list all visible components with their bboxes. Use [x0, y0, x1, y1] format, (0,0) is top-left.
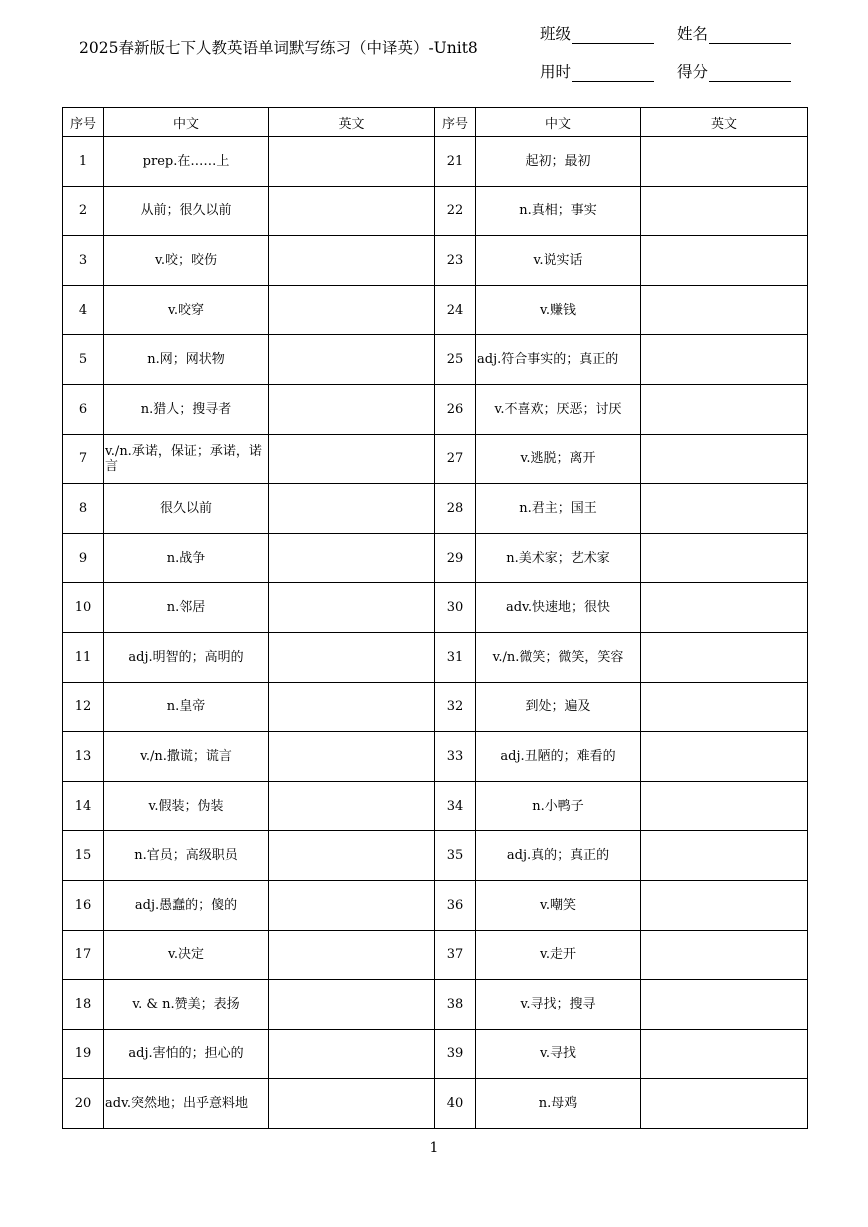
- row-number-left: 13: [63, 732, 104, 782]
- table-row: [63, 583, 808, 633]
- score-label: 得分: [677, 63, 709, 81]
- chinese-term-left: n.邻居: [104, 583, 269, 633]
- row-number-left: 4: [63, 285, 104, 335]
- english-answer-left[interactable]: [269, 980, 435, 1030]
- header-english-left: 英文: [269, 108, 435, 137]
- table-row: [63, 236, 808, 286]
- chinese-term-right: 到处；遍及: [476, 682, 641, 732]
- header-english-right: 英文: [641, 108, 808, 137]
- english-answer-right[interactable]: [641, 384, 808, 434]
- chinese-term-right: adj.符合事实的；真正的: [476, 335, 641, 385]
- english-answer-left[interactable]: [269, 434, 435, 484]
- row-number-left: 9: [63, 533, 104, 583]
- row-number-left: 7: [63, 434, 104, 484]
- table-row: [63, 335, 808, 385]
- chinese-term-right: v.寻找；搜寻: [476, 980, 641, 1030]
- worksheet-title: 2025春新版七下人教英语单词默写练习（中译英）-Unit8: [79, 39, 478, 57]
- table-row: [63, 781, 808, 831]
- english-answer-left[interactable]: [269, 484, 435, 534]
- row-number-right: 40: [435, 1079, 476, 1129]
- header-chinese-right: 中文: [476, 108, 641, 137]
- chinese-term-right: v.赚钱: [476, 285, 641, 335]
- chinese-term-left: n.网；网状物: [104, 335, 269, 385]
- english-answer-left[interactable]: [269, 583, 435, 633]
- row-number-right: 22: [435, 186, 476, 236]
- chinese-term-right: v.寻找: [476, 1029, 641, 1079]
- row-number-left: 19: [63, 1029, 104, 1079]
- row-number-right: 33: [435, 732, 476, 782]
- table-header-row: [63, 108, 808, 137]
- chinese-term-left: prep.在……上: [104, 137, 269, 187]
- row-number-left: 6: [63, 384, 104, 434]
- english-answer-right[interactable]: [641, 930, 808, 980]
- chinese-term-left: v.咬；咬伤: [104, 236, 269, 286]
- english-answer-left[interactable]: [269, 1079, 435, 1129]
- chinese-term-left: n.战争: [104, 533, 269, 583]
- english-answer-right[interactable]: [641, 484, 808, 534]
- page-number: 1: [429, 1140, 439, 1156]
- score-blank[interactable]: [709, 67, 791, 82]
- chinese-term-left: v. & n.赞美；表扬: [104, 980, 269, 1030]
- table-row: [63, 434, 808, 484]
- english-answer-left[interactable]: [269, 781, 435, 831]
- chinese-term-left: v./n.撒谎；谎言: [104, 732, 269, 782]
- table-row: [63, 1079, 808, 1129]
- header-number-right: 序号: [435, 108, 476, 137]
- chinese-term-left: v./n.承诺，保证；承诺，诺言: [104, 434, 269, 484]
- row-number-left: 15: [63, 831, 104, 881]
- row-number-left: 12: [63, 682, 104, 732]
- row-number-left: 1: [63, 137, 104, 187]
- chinese-term-right: n.小鸭子: [476, 781, 641, 831]
- english-answer-right[interactable]: [641, 980, 808, 1030]
- english-answer-left[interactable]: [269, 1029, 435, 1079]
- english-answer-left[interactable]: [269, 930, 435, 980]
- english-answer-left[interactable]: [269, 384, 435, 434]
- row-number-left: 11: [63, 632, 104, 682]
- row-number-left: 2: [63, 186, 104, 236]
- english-answer-right[interactable]: [641, 434, 808, 484]
- row-number-right: 39: [435, 1029, 476, 1079]
- row-number-right: 26: [435, 384, 476, 434]
- english-answer-right[interactable]: [641, 682, 808, 732]
- row-number-left: 18: [63, 980, 104, 1030]
- table-row: [63, 682, 808, 732]
- row-number-right: 37: [435, 930, 476, 980]
- english-answer-left[interactable]: [269, 632, 435, 682]
- chinese-term-left: n.官员；高级职员: [104, 831, 269, 881]
- chinese-term-right: v.逃脱；离开: [476, 434, 641, 484]
- table-row: [63, 384, 808, 434]
- chinese-term-right: v.说实话: [476, 236, 641, 286]
- row-number-right: 28: [435, 484, 476, 534]
- vocabulary-table: [62, 107, 808, 1129]
- chinese-term-right: v.走开: [476, 930, 641, 980]
- english-answer-right[interactable]: [641, 533, 808, 583]
- time-blank[interactable]: [572, 67, 654, 82]
- class-blank[interactable]: [572, 29, 654, 44]
- chinese-term-left: adj.愚蠢的；傻的: [104, 880, 269, 930]
- class-field: [540, 22, 654, 44]
- row-number-right: 21: [435, 137, 476, 187]
- english-answer-right[interactable]: [641, 236, 808, 286]
- english-answer-right[interactable]: [641, 285, 808, 335]
- english-answer-right[interactable]: [641, 583, 808, 633]
- chinese-term-right: adv.快速地；很快: [476, 583, 641, 633]
- row-number-right: 34: [435, 781, 476, 831]
- row-number-right: 27: [435, 434, 476, 484]
- chinese-term-left: 从前；很久以前: [104, 186, 269, 236]
- english-answer-right[interactable]: [641, 880, 808, 930]
- chinese-term-left: adv.突然地；出乎意料地: [104, 1079, 269, 1129]
- chinese-term-right: 起初；最初: [476, 137, 641, 187]
- english-answer-right[interactable]: [641, 335, 808, 385]
- chinese-term-left: v.咬穿: [104, 285, 269, 335]
- row-number-left: 5: [63, 335, 104, 385]
- english-answer-right[interactable]: [641, 137, 808, 187]
- row-number-right: 36: [435, 880, 476, 930]
- row-number-left: 8: [63, 484, 104, 534]
- row-number-right: 38: [435, 980, 476, 1030]
- english-answer-left[interactable]: [269, 236, 435, 286]
- row-number-left: 17: [63, 930, 104, 980]
- chinese-term-right: v.不喜欢；厌恶；讨厌: [476, 384, 641, 434]
- table-row: [63, 880, 808, 930]
- chinese-term-left: 很久以前: [104, 484, 269, 534]
- english-answer-right[interactable]: [641, 632, 808, 682]
- english-answer-left[interactable]: [269, 880, 435, 930]
- row-number-right: 23: [435, 236, 476, 286]
- chinese-term-left: v.决定: [104, 930, 269, 980]
- chinese-term-left: v.假装；伪装: [104, 781, 269, 831]
- english-answer-right[interactable]: [641, 732, 808, 782]
- class-label: 班级: [540, 25, 572, 43]
- chinese-term-right: n.美术家；艺术家: [476, 533, 641, 583]
- table-row: [63, 285, 808, 335]
- english-answer-left[interactable]: [269, 682, 435, 732]
- name-field: [677, 22, 791, 44]
- english-answer-left[interactable]: [269, 533, 435, 583]
- row-number-left: 14: [63, 781, 104, 831]
- table-row: [63, 980, 808, 1030]
- chinese-term-left: n.皇帝: [104, 682, 269, 732]
- english-answer-left[interactable]: [269, 137, 435, 187]
- chinese-term-right: n.君主；国王: [476, 484, 641, 534]
- name-label: 姓名: [677, 25, 709, 43]
- time-label: 用时: [540, 63, 572, 81]
- chinese-term-left: n.猎人；搜寻者: [104, 384, 269, 434]
- row-number-right: 35: [435, 831, 476, 881]
- table-row: [63, 1029, 808, 1079]
- table-row: [63, 930, 808, 980]
- row-number-left: 20: [63, 1079, 104, 1129]
- english-answer-left[interactable]: [269, 831, 435, 881]
- row-number-right: 32: [435, 682, 476, 732]
- table-row: [63, 632, 808, 682]
- chinese-term-right: n.母鸡: [476, 1079, 641, 1129]
- chinese-term-right: adj.真的；真正的: [476, 831, 641, 881]
- chinese-term-right: v./n.微笑；微笑，笑容: [476, 632, 641, 682]
- row-number-right: 25: [435, 335, 476, 385]
- row-number-left: 16: [63, 880, 104, 930]
- english-answer-left[interactable]: [269, 335, 435, 385]
- english-answer-right[interactable]: [641, 1029, 808, 1079]
- english-answer-left[interactable]: [269, 285, 435, 335]
- header-number-left: 序号: [63, 108, 104, 137]
- english-answer-right[interactable]: [641, 781, 808, 831]
- header-chinese-left: 中文: [104, 108, 269, 137]
- time-field: [540, 60, 654, 82]
- table-row: [63, 484, 808, 534]
- english-answer-left[interactable]: [269, 732, 435, 782]
- name-blank[interactable]: [709, 29, 791, 44]
- english-answer-right[interactable]: [641, 1079, 808, 1129]
- score-field: [677, 60, 791, 82]
- english-answer-left[interactable]: [269, 186, 435, 236]
- english-answer-right[interactable]: [641, 186, 808, 236]
- row-number-right: 24: [435, 285, 476, 335]
- row-number-right: 29: [435, 533, 476, 583]
- row-number-right: 31: [435, 632, 476, 682]
- row-number-left: 10: [63, 583, 104, 633]
- chinese-term-right: adj.丑陋的；难看的: [476, 732, 641, 782]
- table-row: [63, 137, 808, 187]
- chinese-term-right: n.真相；事实: [476, 186, 641, 236]
- table-row: [63, 186, 808, 236]
- row-number-left: 3: [63, 236, 104, 286]
- chinese-term-left: adj.明智的；高明的: [104, 632, 269, 682]
- english-answer-right[interactable]: [641, 831, 808, 881]
- chinese-term-left: adj.害怕的；担心的: [104, 1029, 269, 1079]
- chinese-term-right: v.嘲笑: [476, 880, 641, 930]
- table-row: [63, 831, 808, 881]
- row-number-right: 30: [435, 583, 476, 633]
- table-row: [63, 533, 808, 583]
- table-row: [63, 732, 808, 782]
